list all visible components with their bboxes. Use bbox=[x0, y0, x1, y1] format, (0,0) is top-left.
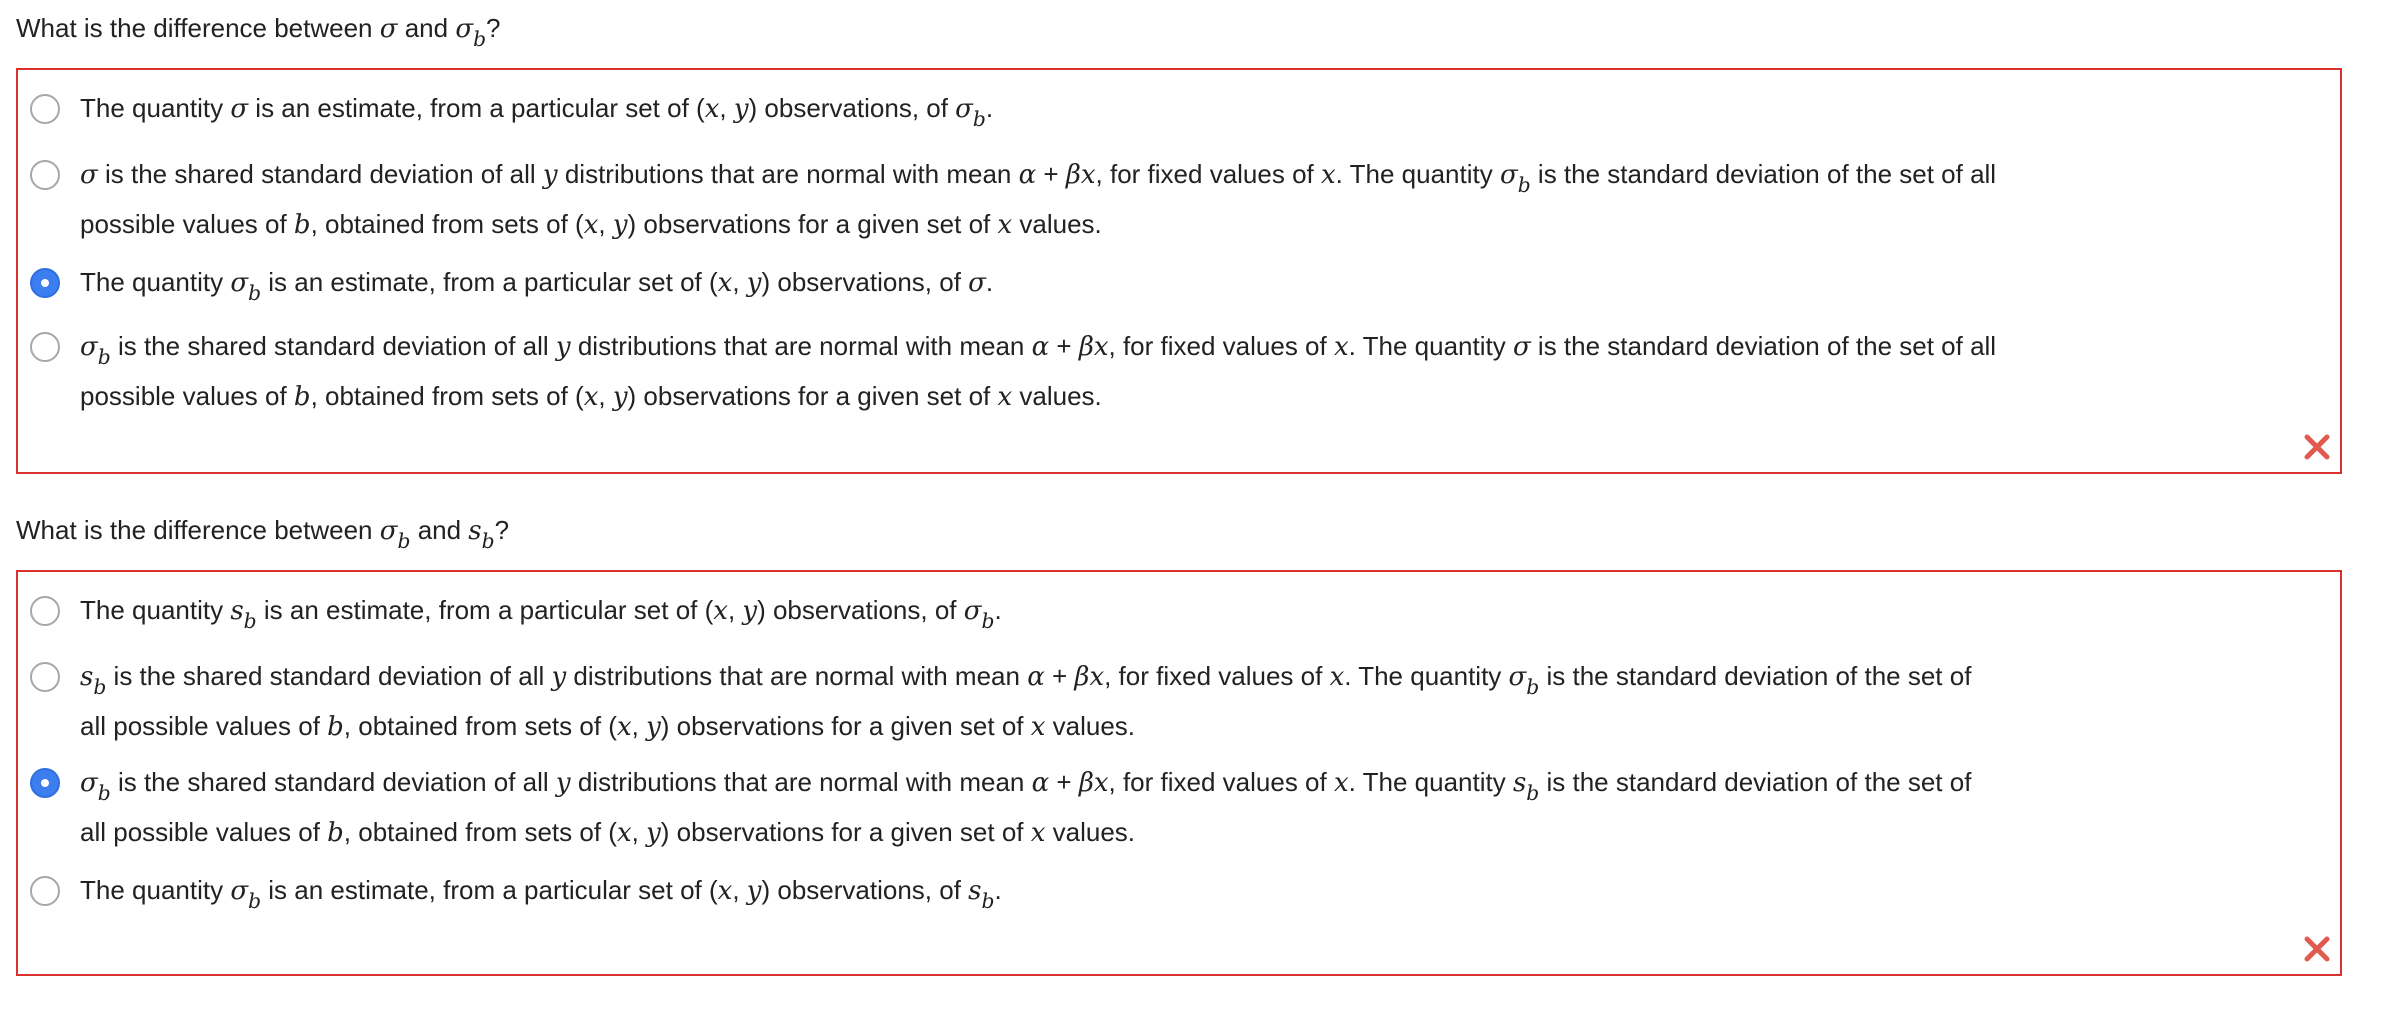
text: possible values of bbox=[80, 381, 294, 411]
text: + bbox=[1036, 159, 1066, 189]
text: , bbox=[598, 381, 613, 411]
answer-option[interactable] bbox=[18, 586, 2338, 636]
math-symbol: x bbox=[1030, 712, 1046, 742]
text: is the shared standard deviation of all bbox=[110, 767, 556, 797]
radio-button-selected[interactable] bbox=[30, 268, 60, 298]
text: . bbox=[985, 93, 994, 123]
math-symbol: x bbox=[704, 94, 720, 124]
answer-option[interactable] bbox=[18, 866, 2338, 916]
text: . The quantity bbox=[1348, 331, 1513, 361]
text: The quantity bbox=[80, 875, 231, 905]
text: is an estimate, from a particular set of ( bbox=[261, 875, 718, 905]
math-subscript: b bbox=[481, 529, 495, 554]
option-text bbox=[80, 758, 2330, 857]
answer-option[interactable] bbox=[18, 758, 2338, 856]
math-subscript: b bbox=[473, 27, 487, 52]
math-symbol: βx bbox=[1078, 768, 1109, 798]
math-subscript: b bbox=[981, 889, 995, 914]
text: ) observations for a given set of bbox=[627, 381, 998, 411]
math-symbol: α bbox=[1018, 160, 1037, 190]
math-symbol: βx bbox=[1078, 332, 1109, 362]
text: , bbox=[732, 875, 747, 905]
text: values. bbox=[1012, 381, 1102, 411]
question-1 bbox=[16, 12, 2346, 476]
math-symbol: x bbox=[1329, 662, 1345, 692]
math-subscript: b bbox=[97, 781, 111, 806]
math-symbol: σ bbox=[379, 516, 398, 546]
math-subscript: b bbox=[97, 345, 111, 370]
answer-option[interactable] bbox=[18, 150, 2338, 248]
math-subscript: b bbox=[1526, 675, 1540, 700]
x-mark-icon bbox=[2302, 934, 2332, 964]
prompt-text: What is the difference between bbox=[16, 515, 380, 545]
math-symbol: y bbox=[746, 268, 762, 298]
math-symbol: x bbox=[713, 596, 728, 626]
prompt-text: and bbox=[410, 515, 469, 545]
answer-option[interactable] bbox=[18, 258, 2338, 308]
text: , obtained from sets of ( bbox=[310, 381, 584, 411]
text: all possible values of bbox=[80, 817, 328, 847]
text: , obtained from sets of ( bbox=[343, 711, 617, 741]
math-symbol: σ bbox=[1512, 332, 1531, 362]
text: is an estimate, from a particular set of ( bbox=[248, 93, 705, 123]
math-symbol: s bbox=[80, 662, 94, 692]
math-symbol: x bbox=[717, 876, 733, 906]
text: ) observations for a given set of bbox=[660, 817, 1031, 847]
math-subscript: b bbox=[972, 107, 986, 132]
text: all possible values of bbox=[80, 711, 328, 741]
text: + bbox=[1049, 331, 1079, 361]
math-symbol: s bbox=[1512, 768, 1527, 798]
text: , bbox=[732, 267, 747, 297]
math-symbol: σ bbox=[80, 768, 98, 798]
math-symbol: b bbox=[293, 382, 311, 412]
math-subscript: b bbox=[248, 281, 262, 306]
text: ) observations for a given set of bbox=[660, 711, 1031, 741]
text: , for fixed values of bbox=[1108, 331, 1334, 361]
text: The quantity bbox=[80, 595, 231, 625]
text: The quantity bbox=[80, 93, 231, 123]
radio-button[interactable] bbox=[30, 160, 60, 190]
math-symbol: α bbox=[1031, 332, 1050, 362]
math-symbol: s bbox=[468, 516, 482, 546]
math-symbol: b bbox=[327, 818, 344, 848]
text: distributions that are normal with mean bbox=[566, 661, 1028, 691]
math-symbol: y bbox=[733, 94, 749, 124]
option-text bbox=[80, 150, 2330, 249]
answer-options-box bbox=[16, 68, 2342, 474]
math-symbol: βx bbox=[1074, 662, 1105, 692]
math-symbol: βx bbox=[1065, 160, 1096, 190]
math-symbol: σ bbox=[230, 876, 249, 906]
text: . bbox=[994, 595, 1002, 625]
radio-button[interactable] bbox=[30, 876, 60, 906]
math-symbol: x bbox=[616, 818, 632, 848]
text: is the shared standard deviation of all bbox=[106, 661, 552, 691]
math-symbol: x bbox=[1333, 332, 1349, 362]
text: is the shared standard deviation of all bbox=[110, 331, 556, 361]
text: . The quantity bbox=[1335, 159, 1500, 189]
math-symbol: σ bbox=[80, 160, 98, 190]
prompt-text: ? bbox=[486, 13, 501, 43]
math-symbol: x bbox=[1030, 818, 1046, 848]
radio-button[interactable] bbox=[30, 596, 60, 626]
math-symbol: x bbox=[717, 268, 733, 298]
radio-button-selected[interactable] bbox=[30, 768, 60, 798]
text: ) observations, of bbox=[761, 875, 969, 905]
math-symbol: α bbox=[1027, 662, 1045, 692]
text: , for fixed values of bbox=[1095, 159, 1321, 189]
prompt-text: ? bbox=[494, 515, 510, 545]
text: is the standard deviation of the set of all bbox=[1530, 331, 1997, 361]
math-subscript: b bbox=[1517, 173, 1531, 198]
math-symbol: α bbox=[1031, 768, 1050, 798]
text: , for fixed values of bbox=[1104, 661, 1330, 691]
math-symbol: x bbox=[997, 210, 1013, 240]
math-symbol: σ bbox=[1499, 160, 1518, 190]
math-symbol: y bbox=[542, 160, 558, 190]
option-text bbox=[80, 652, 2330, 751]
text: ) observations, of bbox=[761, 267, 969, 297]
math-subscript: b bbox=[981, 609, 995, 634]
radio-button[interactable] bbox=[30, 332, 60, 362]
math-subscript: b bbox=[93, 675, 107, 700]
math-symbol: y bbox=[746, 876, 762, 906]
text: + bbox=[1044, 661, 1075, 691]
prompt-text: What is the difference between bbox=[16, 13, 380, 43]
text: , bbox=[598, 209, 613, 239]
text: , obtained from sets of ( bbox=[310, 209, 584, 239]
math-symbol: y bbox=[555, 332, 571, 362]
text: is the standard deviation of the set of all bbox=[1530, 159, 1997, 189]
option-text bbox=[80, 322, 2330, 421]
text: distributions that are normal with mean bbox=[570, 331, 1032, 361]
text: + bbox=[1049, 767, 1079, 797]
option-text bbox=[80, 84, 2330, 134]
text: possible values of bbox=[80, 209, 294, 239]
math-symbol: x bbox=[997, 382, 1013, 412]
text: , for fixed values of bbox=[1108, 767, 1334, 797]
text: ) observations for a given set of bbox=[627, 209, 998, 239]
math-symbol: σ bbox=[955, 94, 973, 124]
math-subscript: b bbox=[248, 889, 262, 914]
math-symbol: σ bbox=[80, 332, 98, 362]
math-symbol: b bbox=[327, 712, 344, 742]
math-symbol: y bbox=[742, 596, 758, 626]
math-symbol: s bbox=[230, 596, 244, 626]
text: is the shared standard deviation of all bbox=[97, 159, 543, 189]
answer-option[interactable] bbox=[18, 652, 2338, 750]
math-symbol: y bbox=[646, 818, 661, 848]
math-symbol: σ bbox=[963, 596, 982, 626]
text: The quantity bbox=[80, 267, 231, 297]
question-prompt bbox=[16, 514, 510, 554]
text: , bbox=[631, 711, 647, 741]
text: ) observations, of bbox=[748, 93, 956, 123]
text: is an estimate, from a particular set of ( bbox=[256, 595, 714, 625]
text: values. bbox=[1012, 209, 1102, 239]
math-symbol: y bbox=[612, 382, 628, 412]
math-symbol: σ bbox=[379, 14, 398, 44]
prompt-text: and bbox=[397, 13, 456, 43]
text: . bbox=[994, 875, 1002, 905]
radio-button[interactable] bbox=[30, 94, 60, 124]
radio-button[interactable] bbox=[30, 662, 60, 692]
answer-option[interactable] bbox=[18, 84, 2338, 134]
math-symbol: σ bbox=[230, 94, 249, 124]
option-text bbox=[80, 258, 2330, 308]
math-symbol: x bbox=[583, 382, 599, 412]
math-subscript: b bbox=[1526, 781, 1540, 806]
math-symbol: σ bbox=[455, 14, 474, 44]
text: values. bbox=[1045, 817, 1136, 847]
question-prompt bbox=[16, 12, 501, 52]
math-symbol: b bbox=[293, 210, 311, 240]
math-symbol: y bbox=[551, 662, 567, 692]
math-subscript: b bbox=[397, 529, 411, 554]
math-symbol: x bbox=[1333, 768, 1349, 798]
text: is the standard deviation of the set of bbox=[1539, 661, 1972, 691]
option-text bbox=[80, 586, 2330, 636]
text: , bbox=[631, 817, 647, 847]
text: . The quantity bbox=[1348, 767, 1513, 797]
text: is the standard deviation of the set of bbox=[1539, 767, 1972, 797]
math-symbol: x bbox=[583, 210, 599, 240]
text: . bbox=[985, 267, 994, 297]
math-symbol: x bbox=[616, 712, 632, 742]
math-symbol: σ bbox=[230, 268, 249, 298]
text: distributions that are normal with mean bbox=[570, 767, 1032, 797]
text: ) observations, of bbox=[757, 595, 964, 625]
math-subscript: b bbox=[243, 609, 257, 634]
x-mark-icon bbox=[2302, 432, 2332, 462]
math-symbol: x bbox=[1320, 160, 1336, 190]
math-symbol: σ bbox=[1508, 662, 1527, 692]
question-2 bbox=[16, 514, 2346, 978]
text: values. bbox=[1045, 711, 1136, 741]
text: . The quantity bbox=[1344, 661, 1509, 691]
option-text bbox=[80, 866, 2330, 916]
text: is an estimate, from a particular set of ( bbox=[261, 267, 718, 297]
text: , obtained from sets of ( bbox=[343, 817, 617, 847]
math-symbol: σ bbox=[968, 268, 986, 298]
answer-options-box bbox=[16, 570, 2342, 976]
math-symbol: s bbox=[968, 876, 982, 906]
answer-option[interactable] bbox=[18, 322, 2338, 420]
math-symbol: y bbox=[612, 210, 628, 240]
text: distributions that are normal with mean bbox=[557, 159, 1019, 189]
text: , bbox=[727, 595, 743, 625]
math-symbol: y bbox=[646, 712, 661, 742]
math-symbol: y bbox=[555, 768, 571, 798]
text: , bbox=[719, 93, 734, 123]
